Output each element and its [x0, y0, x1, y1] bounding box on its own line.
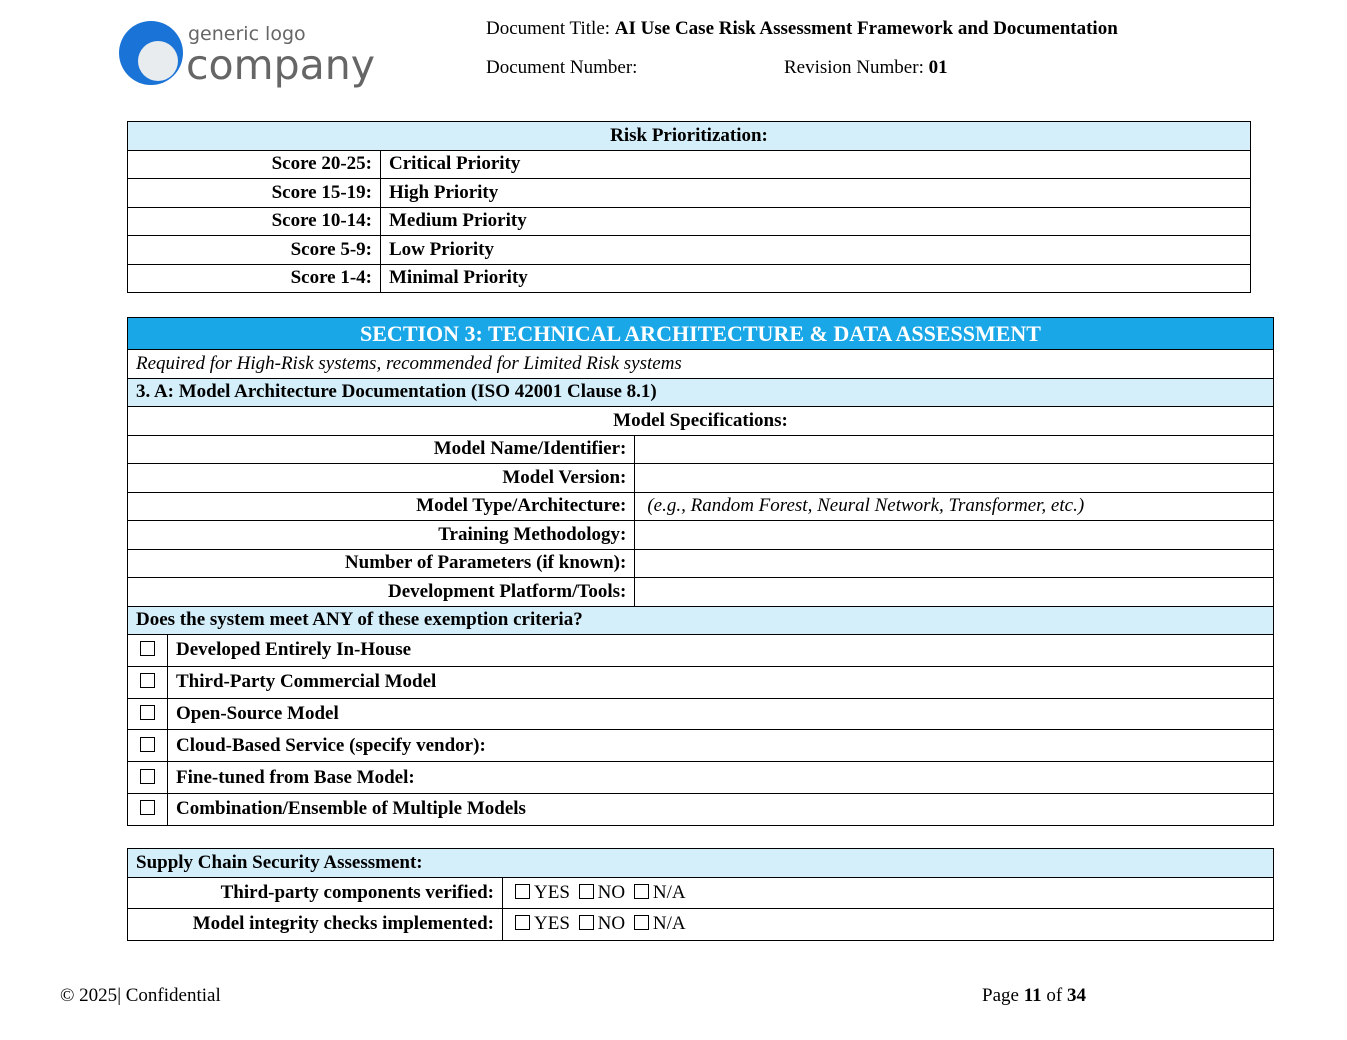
supply-row [128, 909, 1274, 941]
na-checkbox[interactable] [634, 884, 649, 899]
priority-level: High Priority [381, 179, 1251, 208]
exemption-option [128, 793, 1274, 825]
supply-chain-table [127, 848, 1274, 941]
option-checkbox[interactable] [128, 666, 168, 698]
option-label: Combination/Ensemble of Multiple Models [168, 793, 1274, 825]
score-range: Score 20-25: [128, 150, 381, 179]
spec-row [128, 521, 1274, 550]
checkbox-icon[interactable] [140, 769, 155, 784]
exemption-option [128, 698, 1274, 730]
footer-page: Page 11 of 34 [982, 985, 1086, 1006]
score-range: Score 1-4: [128, 264, 381, 293]
spec-row [128, 464, 1274, 493]
spec-value-field[interactable] [635, 578, 1274, 607]
exemption-question: Does the system meet ANY of these exemption criteria? [128, 606, 1274, 635]
option-checkbox[interactable] [128, 730, 168, 762]
priority-level: Critical Priority [381, 150, 1251, 179]
yes-no-na-options: YES NO N/A [503, 877, 1274, 909]
logo-text-small: generic logo [188, 23, 306, 45]
risk-title: Risk Prioritization: [128, 122, 1251, 151]
no-checkbox[interactable] [579, 884, 594, 899]
logo-circle-icon [118, 20, 184, 86]
document-title: Document Title: AI Use Case Risk Assessment Framework and Documentation [486, 18, 1118, 39]
option-label: Open-Source Model [168, 698, 1274, 730]
exemption-option [128, 635, 1274, 667]
option-label: Developed Entirely In-House [168, 635, 1274, 667]
exemption-option [128, 666, 1274, 698]
checkbox-icon[interactable] [140, 673, 155, 688]
spec-value-field[interactable] [635, 464, 1274, 493]
spec-value-field[interactable] [635, 549, 1274, 578]
subsection-title: 3. A: Model Architecture Documentation (ISO 42001 Clause 8.1) [128, 378, 1274, 407]
option-checkbox[interactable] [128, 698, 168, 730]
risk-row [128, 264, 1251, 293]
option-label: Fine-tuned from Base Model: [168, 762, 1274, 794]
spec-row [128, 549, 1274, 578]
exemption-option [128, 762, 1274, 794]
priority-level: Low Priority [381, 236, 1251, 265]
option-checkbox[interactable] [128, 635, 168, 667]
spec-row [128, 435, 1274, 464]
risk-prioritization-table [127, 121, 1251, 293]
spec-row [128, 578, 1274, 607]
priority-level: Medium Priority [381, 207, 1251, 236]
score-range: Score 10-14: [128, 207, 381, 236]
document-number: Document Number: [486, 57, 638, 78]
option-label: Cloud-Based Service (specify vendor): [168, 730, 1274, 762]
checkbox-icon[interactable] [140, 705, 155, 720]
option-checkbox[interactable] [128, 793, 168, 825]
spec-value-field[interactable] [635, 521, 1274, 550]
checkbox-icon[interactable] [140, 737, 155, 752]
spec-label: Training Methodology: [128, 521, 635, 550]
section-note: Required for High-Risk systems, recommended for Limited Risk systems [128, 350, 1274, 379]
score-range: Score 15-19: [128, 179, 381, 208]
option-checkbox[interactable] [128, 762, 168, 794]
risk-row [128, 150, 1251, 179]
spec-label: Model Name/Identifier: [128, 435, 635, 464]
logo-text-large: company [186, 41, 375, 89]
spec-row [128, 492, 1274, 521]
yes-checkbox[interactable] [515, 915, 530, 930]
spec-label: Development Platform/Tools: [128, 578, 635, 607]
risk-row [128, 236, 1251, 265]
yes-checkbox[interactable] [515, 884, 530, 899]
supply-row [128, 877, 1274, 909]
priority-level: Minimal Priority [381, 264, 1251, 293]
risk-row [128, 179, 1251, 208]
spec-title: Model Specifications: [128, 407, 1274, 436]
spec-value-field[interactable]: (e.g., Random Forest, Neural Network, Transformer, etc.) [635, 492, 1274, 521]
revision-number: Revision Number: 01 [784, 57, 948, 78]
supply-label: Model integrity checks implemented: [128, 909, 503, 941]
no-checkbox[interactable] [579, 915, 594, 930]
spec-label: Model Version: [128, 464, 635, 493]
spec-label: Model Type/Architecture: [128, 492, 635, 521]
yes-no-na-options: YES NO N/A [503, 909, 1274, 941]
section-title: SECTION 3: TECHNICAL ARCHITECTURE & DATA ASSESSMENT [128, 318, 1274, 350]
logo [118, 20, 378, 90]
checkbox-icon[interactable] [140, 800, 155, 815]
score-range: Score 5-9: [128, 236, 381, 265]
supply-title: Supply Chain Security Assessment: [128, 849, 1274, 878]
spec-label: Number of Parameters (if known): [128, 549, 635, 578]
risk-row [128, 207, 1251, 236]
exemption-option [128, 730, 1274, 762]
spec-value-field[interactable] [635, 435, 1274, 464]
option-label: Third-Party Commercial Model [168, 666, 1274, 698]
section-3-table [127, 317, 1274, 826]
footer-left: © 2025| Confidential [60, 985, 221, 1006]
supply-label: Third-party components verified: [128, 877, 503, 909]
checkbox-icon[interactable] [140, 641, 155, 656]
na-checkbox[interactable] [634, 915, 649, 930]
